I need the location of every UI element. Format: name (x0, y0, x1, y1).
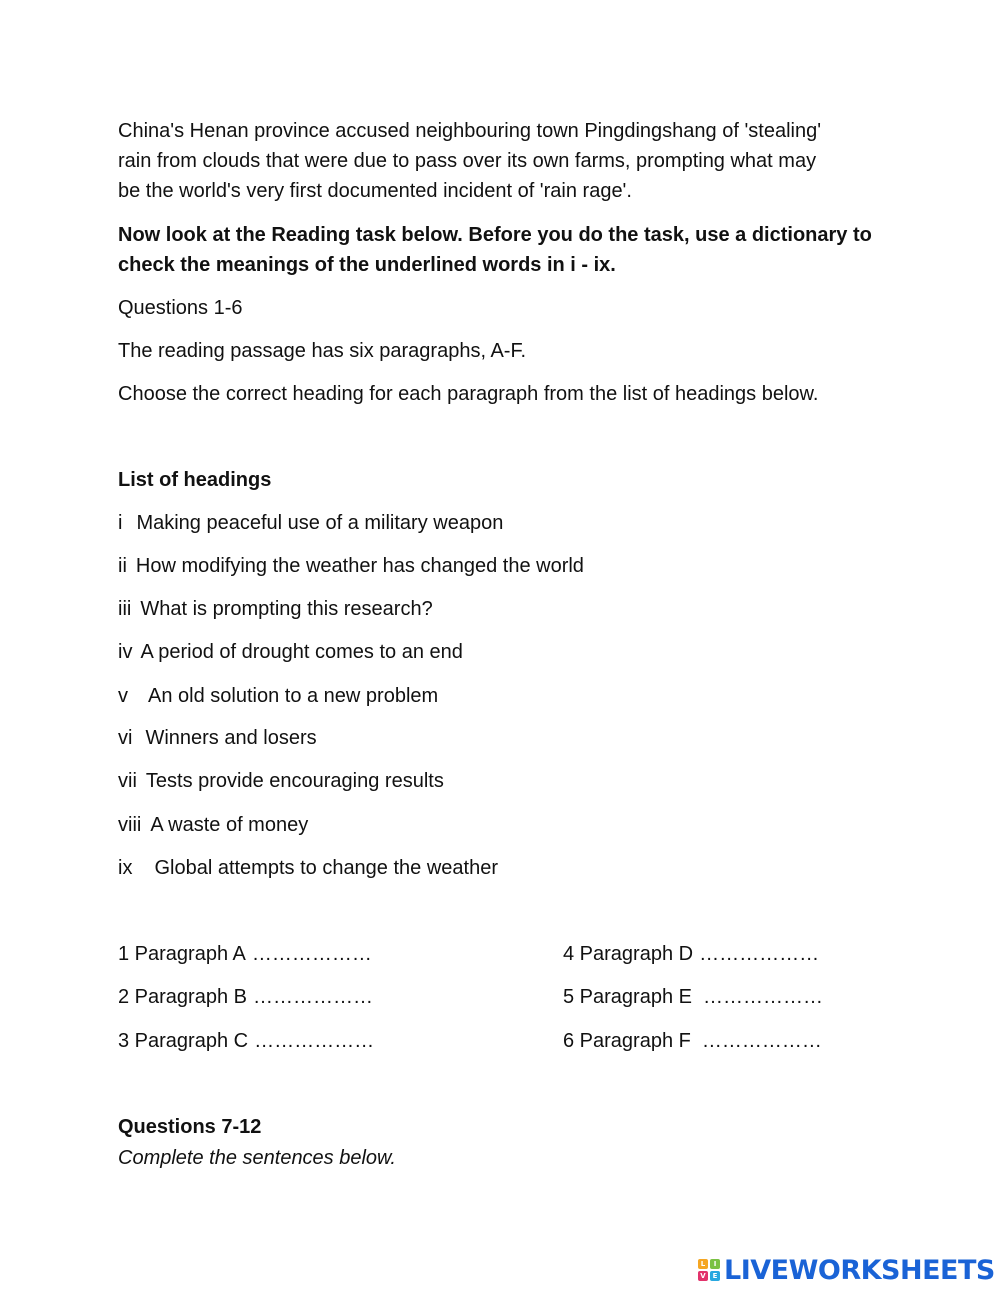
answer-label: 4 Paragraph D (563, 943, 694, 965)
questions-1-6-text-1: The reading passage has six paragraphs, A-F. (118, 340, 527, 362)
heading-num: vii (118, 770, 137, 792)
heading-item-iii (118, 594, 433, 624)
answer-paragraph-b (118, 982, 373, 1012)
answer-paragraph-c (118, 1026, 374, 1056)
heading-num: v (118, 685, 128, 707)
heading-item-v (118, 681, 438, 711)
heading-text: An old solution to a new problem (148, 685, 439, 707)
logo-block: I (710, 1259, 720, 1269)
intro-line-3: be the world's very first documented incident of 'rain rage'. (118, 180, 632, 202)
heading-text: Global attempts to change the weather (154, 857, 498, 879)
heading-num: ix (118, 857, 133, 879)
heading-num: ii (118, 555, 127, 577)
questions-7-12-text: Complete the sentences below. (118, 1147, 396, 1169)
answer-label: 3 Paragraph C (118, 1030, 249, 1052)
heading-item-iv (118, 637, 463, 667)
questions-1-6-title: Questions 1-6 (118, 297, 243, 319)
heading-text: A waste of money (150, 814, 309, 836)
logo-blocks-icon (698, 1259, 720, 1281)
answer-blank-f[interactable]: ……………… (701, 1030, 822, 1052)
heading-text: What is prompting this research? (140, 598, 433, 620)
answer-label: 5 Paragraph E (563, 986, 692, 1008)
questions-1-6-text-2: Choose the correct heading for each paragraph from the list of headings below. (118, 383, 819, 405)
answer-paragraph-d (563, 939, 819, 969)
heading-num: iv (118, 641, 133, 663)
answer-label: 6 Paragraph F (563, 1030, 691, 1052)
logo-block: V (698, 1271, 708, 1281)
answer-blank-d[interactable]: ……………… (699, 943, 820, 965)
answer-blank-c[interactable]: ……………… (254, 1030, 375, 1052)
instruction-line-2: check the meanings of the underlined words in i - ix. (118, 254, 616, 276)
heading-item-ix (118, 853, 498, 883)
intro-line-1: China's Henan province accused neighbouring town Pingdingshang of 'stealing' (118, 120, 822, 142)
heading-text: A period of drought comes to an end (140, 641, 463, 663)
answer-blank-b[interactable]: ……………… (252, 986, 373, 1008)
answer-paragraph-e (563, 982, 823, 1012)
answer-paragraph-f (563, 1026, 822, 1056)
heading-num: viii (118, 814, 142, 836)
heading-item-vii (118, 766, 444, 796)
instruction-line-1: Now look at the Reading task below. Before you do the task, use a dictionary to (118, 224, 872, 246)
answer-blank-e[interactable]: ……………… (702, 986, 823, 1008)
heading-item-ii (118, 551, 584, 581)
heading-item-i (118, 508, 503, 538)
heading-num: i (118, 512, 123, 534)
answer-blank-a[interactable]: ……………… (251, 943, 372, 965)
headings-title: List of headings (118, 469, 272, 491)
heading-text: Making peaceful use of a military weapon (136, 512, 504, 534)
heading-item-vi (118, 723, 317, 753)
heading-item-viii (118, 810, 308, 840)
answer-paragraph-a (118, 939, 372, 969)
answer-label: 2 Paragraph B (118, 986, 247, 1008)
logo-block: L (698, 1259, 708, 1269)
intro-line-2: rain from clouds that were due to pass over its own farms, prompting what may (118, 150, 817, 172)
heading-text: How modifying the weather has changed the world (135, 555, 584, 577)
heading-num: vi (118, 727, 133, 749)
heading-text: Winners and losers (145, 727, 317, 749)
heading-num: iii (118, 598, 132, 620)
heading-text: Tests provide encouraging results (145, 770, 444, 792)
logo-block: E (710, 1271, 720, 1281)
answer-label: 1 Paragraph A (118, 943, 246, 965)
logo-text: LIVEWORKSHEETS (724, 1254, 995, 1286)
liveworksheets-logo (698, 1253, 995, 1287)
questions-7-12-title: Questions 7-12 (118, 1116, 262, 1138)
